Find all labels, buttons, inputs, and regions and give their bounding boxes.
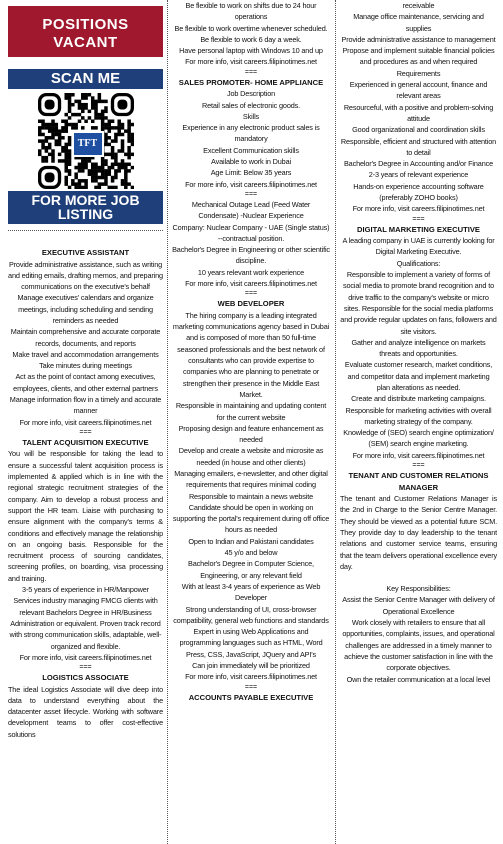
text-line: Can join immediately will be prioritized [192,661,310,671]
text-line: Responsible, efficient and structured with attention to detail [340,136,497,157]
job-title-digital-marketing: DIGITAL MARKETING EXECUTIVE [357,224,480,234]
text-line: Key Responsibilities: [386,584,451,594]
separator: === [244,68,258,76]
job-title-logistics-associate: LOGISTICS ASSOCIATE [42,673,129,683]
text-line: Proposing design and feature enhancement as needed [178,423,324,445]
logistics-associate-body: The ideal Logistics Associate will dive deep into data to understand everything about the datacenter asset lifecycle. Working with software development teams to offer cost-effective solutions [8,684,163,739]
text-line[interactable]: For more info, visit careers.filipinotimes.net [185,179,317,189]
for-more-job-listing [8,191,163,224]
job-title-talent-acquisition: TALENT ACQUISITION EXECUTIVE [22,437,149,447]
text-line: Expert in using Web Applications and programming languages such as HTML, Word Press, CSS, JavaScript, JQuery and API's [179,627,323,659]
text-line: Manage executives' calendars and organize meetings, including scheduling and sending reminders as needed [17,293,154,325]
text-line: Retail sales of electronic goods. [201,100,301,110]
talent-acquisition-requirements [8,584,163,663]
tft-logo: TFT [72,131,104,157]
text-line: Be flexible to work on shifts due to 24 hour operations [185,1,317,22]
talent-acquisition-body: You will be responsible for taking the lead to ensure a successful talent acquisition process is implemented & applied which is in line with the regional strategic recruitment strategies of the company. Aim to develop a robust process and support the HR team. Liaise with purchasing to ensure alignment with the company's terms & conditions and effectively manage the relationship on an ongoing basis. Responsible for the recruitment process of sourcing candidates, screening profiles, on boarding, visa processing and training. [8,449,163,583]
text-line: Be flexible to work overtime whenever scheduled. [174,23,328,33]
text-line: Responsible to maintain a news website [188,491,314,501]
text-line: receivable [402,1,435,10]
listing-line: LISTING [57,206,114,222]
job-title-tenant-customer-relations: TENANT AND CUSTOMER RELATIONS MANAGER [348,471,489,492]
text-line: Own the retailer communication at a local level [346,674,491,684]
text-line[interactable]: For more info, visit careers.filipinotimes.net [19,652,152,662]
text-line: Skills [242,111,260,121]
text-line: Evaluate customer research, market conditions, and competitor data and implement marketing plan alterations as needed. [344,360,493,392]
text-line: Responsible for marketing activities with overall marketing strategy of the company. [345,405,492,426]
executive-assistant-body [8,259,163,428]
text-line: Strong understanding of UI, cross-browser compatibility, general web functions and standards [173,604,329,625]
text-line: Manage office maintenance, servicing and supplies [353,12,484,33]
text-line: Be flexible to work 6 day a week. [200,34,302,44]
text-line: Provide administrative assistance to management [341,34,496,44]
column-2 [172,0,330,844]
text-line: Take minutes during meetings [39,361,132,371]
separator: === [244,290,258,298]
previous-job-continued [172,0,330,68]
text-line: Age Limit: Below 35 years [210,168,292,178]
text-line: Experienced in general account, finance and relevant areas [349,80,488,101]
text-line: Available to work in Dubai [211,157,291,167]
text-line[interactable]: For more info, visit careers.filipinotimes.net [185,57,317,67]
separator: === [412,462,425,470]
tenant-customer-relations-body [340,583,497,685]
sales-promoter-body [172,88,330,190]
text-line: Develop and create a website and microsite as needed (in house and other clients) [178,446,324,467]
text-line: Managing emailers, e-newsletter, and other digital requirements that requires minimal coding [174,468,328,490]
text-line: With at least 3-4 years of experience as Web Developer [181,581,321,603]
separator: === [244,683,258,691]
text-line: Candidate should be open in working on supporting the portal's requirement during off office hours as needed [172,502,330,535]
web-developer-intro: The hiring company is a leading integrated marketing communications agency based in Dubai and is composed of more than 50 full-time seasoned professionals and the best network of consultants who can provide expertise to companies who are planning to penetrate or strengthen their presence in the Middle East Market. [172,310,330,399]
separator: === [79,428,92,436]
text-line: Make travel and accommodation arrangements [12,349,159,359]
digital-marketing-body [340,235,497,461]
separator: === [244,190,258,198]
web-developer-body [172,400,330,682]
text-line[interactable]: For more info, visit careers.filipinotimes.net [185,279,317,289]
separator: === [412,215,425,223]
banner-vacant: VACANT [53,34,118,51]
text-line: 2-3 years of relevant experience [368,170,469,180]
text-line: 3-5 years of experience in HR/Manpower Services industry managing FMCG clients with relevant Bachelors Degree in HR/Business Administration or equivalent. Proven track record with strong communication skills, adaptable, well-organized and flexible. [9,585,162,651]
separator: === [79,664,92,672]
text-line: Create and distribute marketing campaigns. [351,394,486,404]
accounts-job-continued [340,0,497,215]
text-line: Responsible to implement a variety of forms of social media to promote brand recognition and to drive traffic to the company's website or micro sites. Responsible for the social media platforms and provide regular updates on fans, followers and site visitors. [340,270,497,336]
for-more-line: FOR MORE JOB [31,192,140,208]
text-line: Company: Nuclear Company - UAE (Single status) --contractual position. [172,222,330,243]
mechanical-outage-lead-body [172,199,330,289]
text-line: Propose and implement suitable financial policies and procedures as and when required [342,46,495,67]
text-line: A leading company in UAE is currently looking for Digital Marketing Executive. [342,236,495,257]
spacer [340,572,497,583]
text-line: Mechanical Outage Lead (Feed Water Condensate) -Nuclear Experience [191,199,311,221]
text-line: Open to Indian and Pakistani candidates [188,536,314,546]
text-line: Experience in any electronic product sales is mandatory [182,123,320,144]
job-title-next: ACCOUNTS PAYABLE EXECUTIVE [188,692,314,702]
scan-me-label: SCAN ME [8,69,163,89]
text-line: Bachelor's Degree in Engineering or other scientific discipline. [172,245,330,266]
text-line[interactable]: For more info, visit careers.filipinotimes.net [352,204,485,214]
job-title-web-developer: WEB DEVELOPER [217,299,285,309]
qr-code[interactable] [38,93,134,189]
banner-positions: POSITIONS [42,16,129,33]
job-title-sales-promoter: SALES PROMOTER- HOME APPLIANCE [178,77,324,87]
text-line: Knowledge of (SEO) search engine optimization/ (SEM) search engine marketing. [343,428,494,449]
text-line: Qualifications: [396,258,441,268]
text-line: Have personal laptop with Windows 10 and up [179,46,323,56]
section-divider [8,230,163,231]
text-line: Manage information flow in a timely and accurate manner [9,395,162,416]
column-divider-2 [335,0,336,844]
text-line: Hands-on experience accounting software (preferably ZOHO books) [353,181,484,203]
column-3 [340,0,497,844]
text-line: Job Description [226,89,276,99]
column-1 [8,0,163,844]
job-title-executive-assistant: EXECUTIVE ASSISTANT [41,248,130,257]
text-line[interactable]: For more info, visit careers.filipinotimes.net [352,450,485,460]
text-line: Good organizational and coordination skills [352,125,485,135]
text-line: Maintain comprehensive and accurate corporate records, documents, and reports [10,327,161,348]
text-line: Work closely with retailers to ensure that all opportunities, complaints, issues, and operational challenges are addressed in a timely manner to achieve the customer satisfaction in line with the corporate objectives. [342,618,495,673]
tenant-customer-relations-intro: The tenant and Customer Relations Manager is the 2nd in Charge to the Senior Centre Manager. They should be viewed as a potential future SCM. They provide day to day leadership to the tenant relations and customer service teams, ensuring that the team delivers operational excellence every day. [340,494,497,571]
text-line: Bachelor's Degree in Accounting and/or Finance [343,159,494,169]
positions-vacant-banner [8,6,163,57]
column-divider-1 [167,0,168,844]
text-line: Act as the point of contact among executives, employees, clients, and other external partners [13,372,158,393]
text-line: Excellent Communication skills [203,145,299,155]
text-line: 45 y/o and below [224,548,278,558]
text-line: Gather and analyze intelligence on markets threats and opportunities. [351,337,486,359]
text-line[interactable]: For more info, visit careers.filipinotimes.net [185,672,317,682]
text-line[interactable]: For more info, visit careers.filipinotimes.net [19,417,152,427]
text-line: Responsible in maintaining and updating content for the current website [175,401,327,422]
text-line: 10 years relevant work experience [197,267,305,277]
text-line: Assist the Senior Centre Manager with delivery of Operational Excellence [342,595,495,616]
text-line: Resourceful, with a positive and problem-solving attitude [343,102,494,123]
text-line: Provide administrative assistance, such as writing and editing emails, drafting memos, and preparing communications on the executive's behalf [8,259,163,292]
text-line: Requirements [396,68,441,78]
text-line: Bachelor's Degree in Computer Science, Engineering, or any relevant field [188,559,314,580]
